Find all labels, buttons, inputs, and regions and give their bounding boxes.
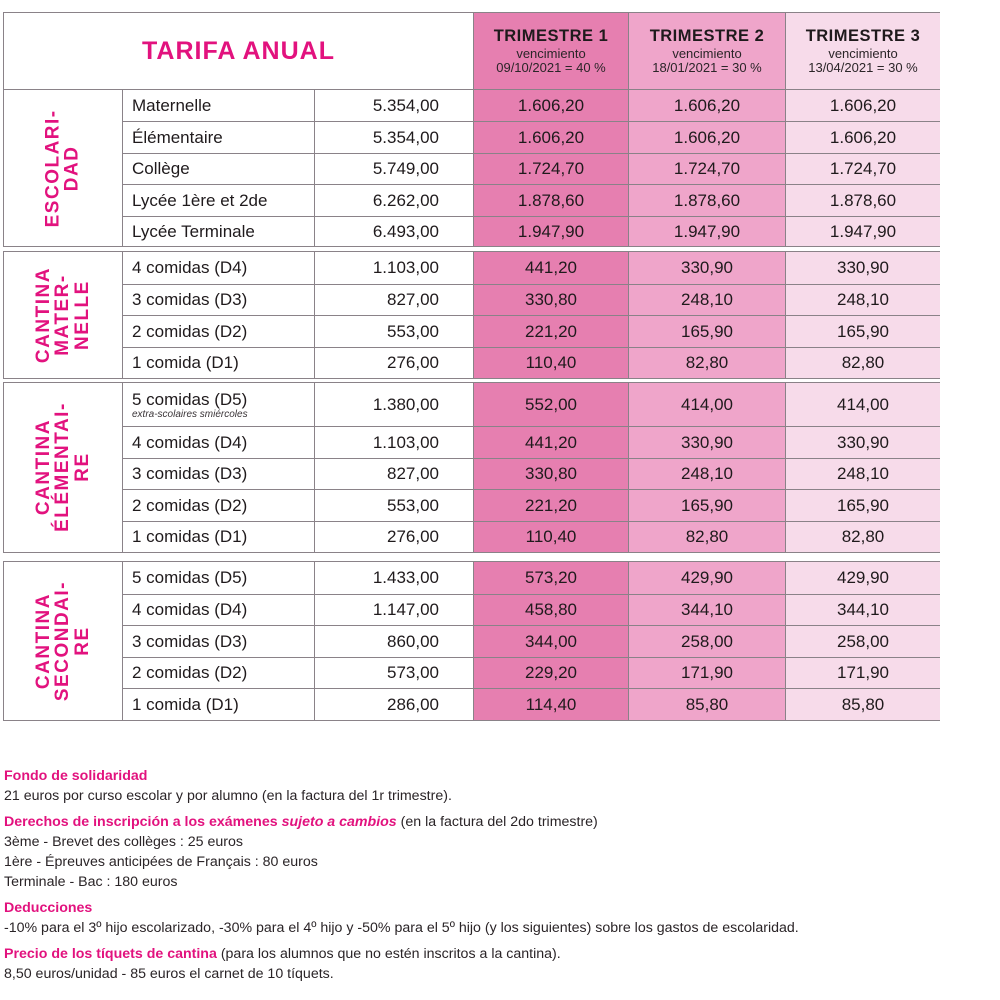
trimestre-3-amount: 1.606,20 xyxy=(785,122,940,153)
trimestre-3-amount: 1.724,70 xyxy=(785,154,940,184)
annual-amount: 573,00 xyxy=(387,663,439,682)
trimestre-1-amount: 114,40 xyxy=(473,689,628,720)
header-title-cell xyxy=(4,13,473,89)
trimestre-1-amount: 1.878,60 xyxy=(473,185,628,216)
row-label: 4 comidas (D4) xyxy=(123,252,315,284)
annual-amount: 827,00 xyxy=(387,290,439,309)
trimestre-1-amount: 1.724,70 xyxy=(473,154,628,184)
table-row xyxy=(123,284,939,315)
table-header xyxy=(3,12,940,90)
trimestre-3-amount: 429,90 xyxy=(785,562,940,594)
section-label xyxy=(4,562,123,720)
section-label-line: MATER- xyxy=(52,274,74,356)
annual-amount: 6.493,00 xyxy=(372,221,439,241)
header-trimestre-3 xyxy=(785,13,940,89)
table-row xyxy=(123,252,939,284)
trimestre-due-date: 09/10/2021 = 40 % xyxy=(496,59,606,75)
table-row xyxy=(123,184,939,216)
section-cantina-elementaire xyxy=(3,382,940,553)
trimestre-2-amount: 330,90 xyxy=(628,427,785,458)
trimestre-2-amount: 85,80 xyxy=(628,689,785,720)
trimestre-3-amount: 330,90 xyxy=(785,252,940,284)
note-heading: Precio de los tíquets de cantina xyxy=(4,946,217,962)
trimestre-2-amount: 82,80 xyxy=(628,522,785,552)
section-cantina-maternelle xyxy=(3,251,940,379)
trimestre-2-amount: 344,10 xyxy=(628,595,785,625)
annual-amount: 5.354,00 xyxy=(372,127,439,147)
row-label: 1 comidas (D1) xyxy=(123,522,315,552)
trimestre-2-amount: 258,00 xyxy=(628,626,785,657)
section-label-line: RE xyxy=(71,626,93,656)
trimestre-3-amount: 165,90 xyxy=(785,490,940,521)
row-note: extra-scolaires smiércoles xyxy=(132,408,248,420)
row-label: 4 comidas (D4) xyxy=(123,427,315,458)
row-label: Lycée 1ère et 2de xyxy=(123,185,315,216)
annual-amount: 1.433,00 xyxy=(372,568,439,587)
trimestre-1-amount: 229,20 xyxy=(473,658,628,688)
trimestre-2-amount: 414,00 xyxy=(628,383,785,426)
note-heading: Derechos de inscripción a los exámenes xyxy=(4,814,282,830)
notes xyxy=(4,766,996,990)
row-label: 3 comidas (D3) xyxy=(123,626,315,657)
table-row xyxy=(123,625,939,657)
section-label-line: RE xyxy=(71,452,93,483)
row-label: 5 comidas (D5) xyxy=(123,562,315,594)
trimestre-3-amount: 414,00 xyxy=(785,383,940,426)
trimestre-3-amount: 85,80 xyxy=(785,689,940,720)
trimestre-2-amount: 429,90 xyxy=(628,562,785,594)
row-label: Élémentaire xyxy=(123,122,315,153)
trimestre-1-amount: 344,00 xyxy=(473,626,628,657)
section-label-line: CANTINA xyxy=(32,419,54,516)
annual-amount: 286,00 xyxy=(387,694,439,714)
trimestre-3-amount: 344,10 xyxy=(785,595,940,625)
table-row xyxy=(123,521,939,552)
note-text: 8,50 euros/unidad - 85 euros el carnet de 10 tíquets. xyxy=(4,966,334,982)
row-label: 1 comida (D1) xyxy=(123,348,315,378)
trimestre-due-label: vencimiento xyxy=(672,46,742,62)
trimestre-3-amount: 1.947,90 xyxy=(785,217,940,246)
note-heading-italic: sujeto a cambios xyxy=(281,814,397,830)
note-heading-line xyxy=(4,812,996,832)
annual-amount: 1.380,00 xyxy=(372,394,439,414)
row-label: 2 comidas (D2) xyxy=(123,316,315,347)
table-row xyxy=(123,347,939,378)
trimestre-2-amount: 1.878,60 xyxy=(628,185,785,216)
trimestre-3-amount: 1.606,20 xyxy=(785,90,940,121)
section-cantina-secondaire xyxy=(3,561,940,721)
annual-amount: 827,00 xyxy=(387,464,439,483)
trimestre-1-amount: 441,20 xyxy=(473,427,628,458)
annual-amount: 5.354,00 xyxy=(372,95,439,115)
trimestre-3-amount: 1.878,60 xyxy=(785,185,940,216)
trimestre-due-label: vencimiento xyxy=(828,46,898,62)
trimestre-1-amount: 1.947,90 xyxy=(473,217,628,246)
trimestre-3-amount: 82,80 xyxy=(785,522,940,552)
row-label: Lycée Terminale xyxy=(123,217,315,246)
trimestre-2-amount: 165,90 xyxy=(628,316,785,347)
note-exams xyxy=(4,812,996,892)
section-label-line: CANTINA xyxy=(32,593,54,689)
annual-amount: 1.147,00 xyxy=(372,600,439,619)
row-label: Collège xyxy=(123,154,315,184)
table-row xyxy=(123,426,939,458)
row-label: 5 comidas (D5) extra-scolaires smiércoles xyxy=(123,383,315,426)
note-tickets xyxy=(4,944,996,984)
note-heading-suffix: (en la factura del 2do trimestre) xyxy=(396,814,598,830)
section-label-line: CANTINA xyxy=(32,267,54,363)
header-trimestre-1 xyxy=(473,13,628,89)
note-deductions xyxy=(4,898,996,938)
annual-amount: 1.103,00 xyxy=(372,258,439,277)
table-row xyxy=(123,90,939,121)
trimestre-name: TRIMESTRE 1 xyxy=(493,26,609,45)
annual-amount: 5.749,00 xyxy=(372,159,439,178)
section-label xyxy=(4,252,123,378)
trimestre-3-amount: 248,10 xyxy=(785,285,940,315)
annual-amount: 1.103,00 xyxy=(372,432,439,452)
row-label: 1 comida (D1) xyxy=(123,689,315,720)
trimestre-3-amount: 165,90 xyxy=(785,316,940,347)
section-label xyxy=(4,383,123,552)
note-heading-suffix: (para los alumnos que no estén inscritos a la cantina). xyxy=(216,946,561,962)
section-label xyxy=(4,90,123,246)
trimestre-1-amount: 110,40 xyxy=(473,522,628,552)
row-label: 3 comidas (D3) xyxy=(123,459,315,489)
row-label: Maternelle xyxy=(123,90,315,121)
trimestre-1-amount: 1.606,20 xyxy=(473,90,628,121)
trimestre-3-amount: 82,80 xyxy=(785,348,940,378)
trimestre-name: TRIMESTRE 3 xyxy=(805,26,921,45)
trimestre-1-amount: 110,40 xyxy=(473,348,628,378)
note-heading: Deducciones xyxy=(4,900,93,916)
section-label-line: ESCOLARI- xyxy=(42,109,64,227)
annual-amount: 276,00 xyxy=(387,353,439,372)
table-row xyxy=(123,688,939,720)
row-label: 2 comidas (D2) xyxy=(123,490,315,521)
trimestre-1-amount: 458,80 xyxy=(473,595,628,625)
trimestre-1-amount: 330,80 xyxy=(473,459,628,489)
trimestre-2-amount: 165,90 xyxy=(628,490,785,521)
trimestre-1-amount: 221,20 xyxy=(473,490,628,521)
note-text: 1ère - Épreuves anticipées de Français : 80 euros xyxy=(4,854,318,870)
trimestre-2-amount: 1.947,90 xyxy=(628,217,785,246)
trimestre-2-amount: 82,80 xyxy=(628,348,785,378)
section-label-line: SECONDAI- xyxy=(52,580,74,702)
annual-amount: 276,00 xyxy=(387,527,439,546)
trimestre-due-date: 13/04/2021 = 30 % xyxy=(808,59,918,75)
note-text: 3ème - Brevet des collèges : 25 euros xyxy=(4,834,243,850)
row-label: 4 comidas (D4) xyxy=(123,595,315,625)
table-row xyxy=(123,594,939,625)
note-solidarity xyxy=(4,766,996,806)
trimestre-3-amount: 258,00 xyxy=(785,626,940,657)
trimestre-3-amount: 171,90 xyxy=(785,658,940,688)
trimestre-2-amount: 330,90 xyxy=(628,252,785,284)
table-row xyxy=(123,315,939,347)
trimestre-2-amount: 1.606,20 xyxy=(628,122,785,153)
annual-amount: 6.262,00 xyxy=(372,190,439,210)
note-text: Terminale - Bac : 180 euros xyxy=(4,874,178,890)
table-row xyxy=(123,489,939,521)
table-row xyxy=(123,562,939,594)
table-row xyxy=(123,657,939,688)
trimestre-due-label: vencimiento xyxy=(516,46,586,62)
table-row xyxy=(123,121,939,153)
note-heading: Fondo de solidaridad xyxy=(4,768,148,784)
trimestre-2-amount: 171,90 xyxy=(628,658,785,688)
section-escolaridad xyxy=(3,89,940,247)
trimestre-1-amount: 573,20 xyxy=(473,562,628,594)
trimestre-2-amount: 1.724,70 xyxy=(628,154,785,184)
trimestre-2-amount: 248,10 xyxy=(628,285,785,315)
trimestre-2-amount: 248,10 xyxy=(628,459,785,489)
table-row xyxy=(123,458,939,489)
trimestre-1-amount: 221,20 xyxy=(473,316,628,347)
annual-amount: 553,00 xyxy=(387,495,439,515)
header-trimestre-2 xyxy=(628,13,785,89)
table-row xyxy=(123,383,939,426)
row-label: 2 comidas (D2) xyxy=(123,658,315,688)
trimestre-name: TRIMESTRE 2 xyxy=(649,26,765,45)
table-row xyxy=(123,153,939,184)
trimestre-1-amount: 1.606,20 xyxy=(473,122,628,153)
trimestre-1-amount: 552,00 xyxy=(473,383,628,426)
trimestre-1-amount: 441,20 xyxy=(473,252,628,284)
section-label-line: ÉLÉMENTAI- xyxy=(52,402,74,533)
note-text: -10% para el 3º hijo escolarizado, -30% para el 4º hijo y -50% para el 5º hijo (y los siguientes) sobre los gastos de escolaridad. xyxy=(4,920,799,936)
trimestre-3-amount: 248,10 xyxy=(785,459,940,489)
note-heading-line xyxy=(4,944,996,964)
row-label: 3 comidas (D3) xyxy=(123,285,315,315)
trimestre-due-date: 18/01/2021 = 30 % xyxy=(652,59,762,75)
annual-amount: 553,00 xyxy=(387,321,439,341)
section-label-line: NELLE xyxy=(71,280,93,350)
annual-amount: 860,00 xyxy=(387,631,439,651)
table-row xyxy=(123,216,939,246)
trimestre-1-amount: 330,80 xyxy=(473,285,628,315)
page-title: TARIFA ANUAL xyxy=(142,36,335,65)
section-label-line: DAD xyxy=(62,145,83,191)
note-text: 21 euros por curso escolar y por alumno (en la factura del 1r trimestre). xyxy=(4,788,452,804)
trimestre-2-amount: 1.606,20 xyxy=(628,90,785,121)
trimestre-3-amount: 330,90 xyxy=(785,427,940,458)
